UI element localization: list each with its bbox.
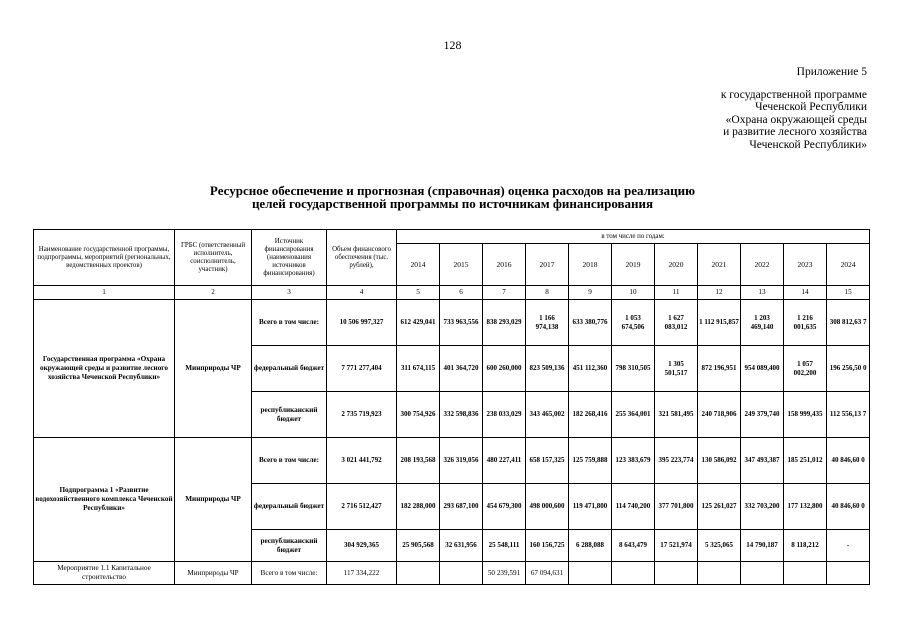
- year-value: [655, 562, 698, 585]
- column-number: 14: [784, 286, 827, 300]
- year-value: 1 057 002,200: [784, 346, 827, 392]
- year-header: 2014: [397, 244, 440, 286]
- header-grbs: ГРБС (ответственный исполнитель, соисполнитель, участник): [175, 230, 252, 286]
- year-value: 823 509,136: [526, 346, 569, 392]
- year-value: 182 288,000: [397, 484, 440, 530]
- year-value: 40 846,60 0: [827, 438, 870, 484]
- year-value: [397, 562, 440, 585]
- year-value: [827, 562, 870, 585]
- year-value: [612, 562, 655, 585]
- year-value: 238 033,029: [483, 392, 526, 438]
- year-value: 401 364,720: [440, 346, 483, 392]
- year-value: 8 643,479: [612, 530, 655, 562]
- year-value: 454 679,300: [483, 484, 526, 530]
- year-header: 2020: [655, 244, 698, 286]
- source-cell: республиканский бюджет: [252, 392, 327, 438]
- column-number: 12: [698, 286, 741, 300]
- year-value: 321 581,495: [655, 392, 698, 438]
- year-value: 8 118,212: [784, 530, 827, 562]
- year-header: 2018: [569, 244, 612, 286]
- year-value: 308 812,63 7: [827, 300, 870, 346]
- source-cell: федеральный бюджет: [252, 484, 327, 530]
- column-number: 2: [175, 286, 252, 300]
- column-number: 1: [34, 286, 175, 300]
- total-cell: 2 716 512,427: [327, 484, 397, 530]
- program-name: Государственная программа «Охрана окружающей среды и развитие лесного хозяйства Чеченской Республики»: [34, 300, 175, 438]
- year-value: 377 701,800: [655, 484, 698, 530]
- source-cell: федеральный бюджет: [252, 346, 327, 392]
- title-line-2: целей государственной программы по источникам финансирования: [251, 196, 654, 211]
- year-header: 2015: [440, 244, 483, 286]
- year-value: 208 193,568: [397, 438, 440, 484]
- year-value: 40 846,60 0: [827, 484, 870, 530]
- column-number: 5: [397, 286, 440, 300]
- year-header: 2016: [483, 244, 526, 286]
- year-value: 125 261,027: [698, 484, 741, 530]
- document-title: [0, 184, 905, 210]
- year-header: 2017: [526, 244, 569, 286]
- year-value: 67 094,631: [526, 562, 569, 585]
- column-number: 7: [483, 286, 526, 300]
- total-cell: 2 735 719,923: [327, 392, 397, 438]
- year-value: 332 703,200: [741, 484, 784, 530]
- table-row: [34, 438, 870, 484]
- year-value: 633 380,776: [569, 300, 612, 346]
- program-name: Подпрограмма 1 «Развитие водохозяйственного комплекса Чеченской Республики»: [34, 438, 175, 562]
- total-cell: 304 929,365: [327, 530, 397, 562]
- year-value: 872 196,951: [698, 346, 741, 392]
- activity-name: Мероприятие 1.1 Капитальное строительство: [34, 562, 175, 585]
- year-value: 14 790,187: [741, 530, 784, 562]
- year-value: 17 521,974: [655, 530, 698, 562]
- year-value: 347 493,387: [741, 438, 784, 484]
- year-value: 733 963,556: [440, 300, 483, 346]
- year-value: 612 429,041: [397, 300, 440, 346]
- table-row: [34, 562, 870, 585]
- column-number: 3: [252, 286, 327, 300]
- year-value: 196 256,50 0: [827, 346, 870, 392]
- funding-table: [33, 229, 870, 585]
- year-value: 1 166 974,138: [526, 300, 569, 346]
- year-value: 343 465,002: [526, 392, 569, 438]
- year-value: 300 754,926: [397, 392, 440, 438]
- grbs-cell: Минприроды ЧР: [175, 562, 252, 585]
- year-value: 240 718,906: [698, 392, 741, 438]
- source-cell: Всего в том числе:: [252, 562, 327, 585]
- source-cell: республиканский бюджет: [252, 530, 327, 562]
- year-value: 125 759,888: [569, 438, 612, 484]
- total-cell: 7 771 277,404: [327, 346, 397, 392]
- year-value: -: [827, 530, 870, 562]
- year-value: 182 268,416: [569, 392, 612, 438]
- column-number: 13: [741, 286, 784, 300]
- page-number: 128: [443, 38, 462, 52]
- year-value: 332 598,836: [440, 392, 483, 438]
- year-value: 1 305 501,517: [655, 346, 698, 392]
- table-row: [34, 300, 870, 346]
- column-number-row: [34, 286, 870, 300]
- year-value: 658 157,325: [526, 438, 569, 484]
- year-value: 249 379,740: [741, 392, 784, 438]
- column-number: 4: [327, 286, 397, 300]
- year-value: 1 053 674,506: [612, 300, 655, 346]
- appendix-line: Чеченской Республики: [755, 101, 867, 113]
- grbs-cell: Минприроды ЧР: [175, 300, 252, 438]
- year-value: 293 687,100: [440, 484, 483, 530]
- header-name: Наименование государственной программы, подпрограммы, мероприятий (региональных, ведомственных проектов): [34, 230, 175, 286]
- year-value: 326 319,056: [440, 438, 483, 484]
- year-value: 954 089,400: [741, 346, 784, 392]
- year-value: [698, 562, 741, 585]
- year-value: 6 288,088: [569, 530, 612, 562]
- year-value: 798 310,505: [612, 346, 655, 392]
- year-value: [569, 562, 612, 585]
- year-value: 185 251,012: [784, 438, 827, 484]
- year-header: 2021: [698, 244, 741, 286]
- year-value: 50 239,591: [483, 562, 526, 585]
- appendix-line: Чеченской Республики»: [749, 138, 867, 151]
- year-value: 25 548,111: [483, 530, 526, 562]
- column-number: 15: [827, 286, 870, 300]
- title-line-1: Ресурсное обеспечение и прогнозная (справочная) оценка расходов на реализацию: [209, 183, 696, 198]
- year-value: 480 227,411: [483, 438, 526, 484]
- appendix-heading: Приложение 5: [796, 66, 867, 78]
- year-value: 5 325,065: [698, 530, 741, 562]
- appendix-line: и развитие лесного хозяйства: [723, 126, 867, 138]
- year-value: 838 293,029: [483, 300, 526, 346]
- column-number: 11: [655, 286, 698, 300]
- year-value: 1 627 083,012: [655, 300, 698, 346]
- year-value: 25 905,568: [397, 530, 440, 562]
- table-body: [34, 300, 870, 585]
- total-cell: 117 334,222: [327, 562, 397, 585]
- year-value: 255 364,001: [612, 392, 655, 438]
- source-cell: Всего в том числе:: [252, 300, 327, 346]
- header-volume: Объем финансового обеспечения (тыс. рублей),: [327, 230, 397, 286]
- header-by-years: в том числе по годам:: [397, 230, 870, 244]
- year-header: 2019: [612, 244, 655, 286]
- year-header: 2024: [827, 244, 870, 286]
- year-value: 177 132,800: [784, 484, 827, 530]
- year-value: [784, 562, 827, 585]
- year-value: 158 999,435: [784, 392, 827, 438]
- total-cell: 3 021 441,792: [327, 438, 397, 484]
- year-value: 123 383,679: [612, 438, 655, 484]
- year-value: 600 260,000: [483, 346, 526, 392]
- column-number: 10: [612, 286, 655, 300]
- year-value: 32 631,956: [440, 530, 483, 562]
- appendix-line: к государственной программе: [720, 88, 867, 101]
- year-value: 1 112 915,857: [698, 300, 741, 346]
- header-source: Источник финансирования (наименования источников финансирования): [252, 230, 327, 286]
- column-number: 6: [440, 286, 483, 300]
- year-value: 311 674,115: [397, 346, 440, 392]
- year-value: 119 471,800: [569, 484, 612, 530]
- year-value: 160 156,725: [526, 530, 569, 562]
- year-value: 112 556,13 7: [827, 392, 870, 438]
- grbs-cell: Минприроды ЧР: [175, 438, 252, 562]
- year-header: 2023: [784, 244, 827, 286]
- year-value: 451 112,360: [569, 346, 612, 392]
- year-value: 498 000,600: [526, 484, 569, 530]
- year-header: 2022: [741, 244, 784, 286]
- column-number: 9: [569, 286, 612, 300]
- year-value: 114 740,200: [612, 484, 655, 530]
- year-value: [741, 562, 784, 585]
- year-value: 395 223,774: [655, 438, 698, 484]
- year-value: 1 203 469,140: [741, 300, 784, 346]
- source-cell: Всего в том числе:: [252, 438, 327, 484]
- appendix-line: «Охрана окружающей среды: [725, 113, 867, 126]
- year-value: 1 216 001,635: [784, 300, 827, 346]
- column-number: 8: [526, 286, 569, 300]
- appendix-block: [721, 66, 867, 151]
- year-value: 130 586,092: [698, 438, 741, 484]
- year-value: [440, 562, 483, 585]
- total-cell: 10 506 997,327: [327, 300, 397, 346]
